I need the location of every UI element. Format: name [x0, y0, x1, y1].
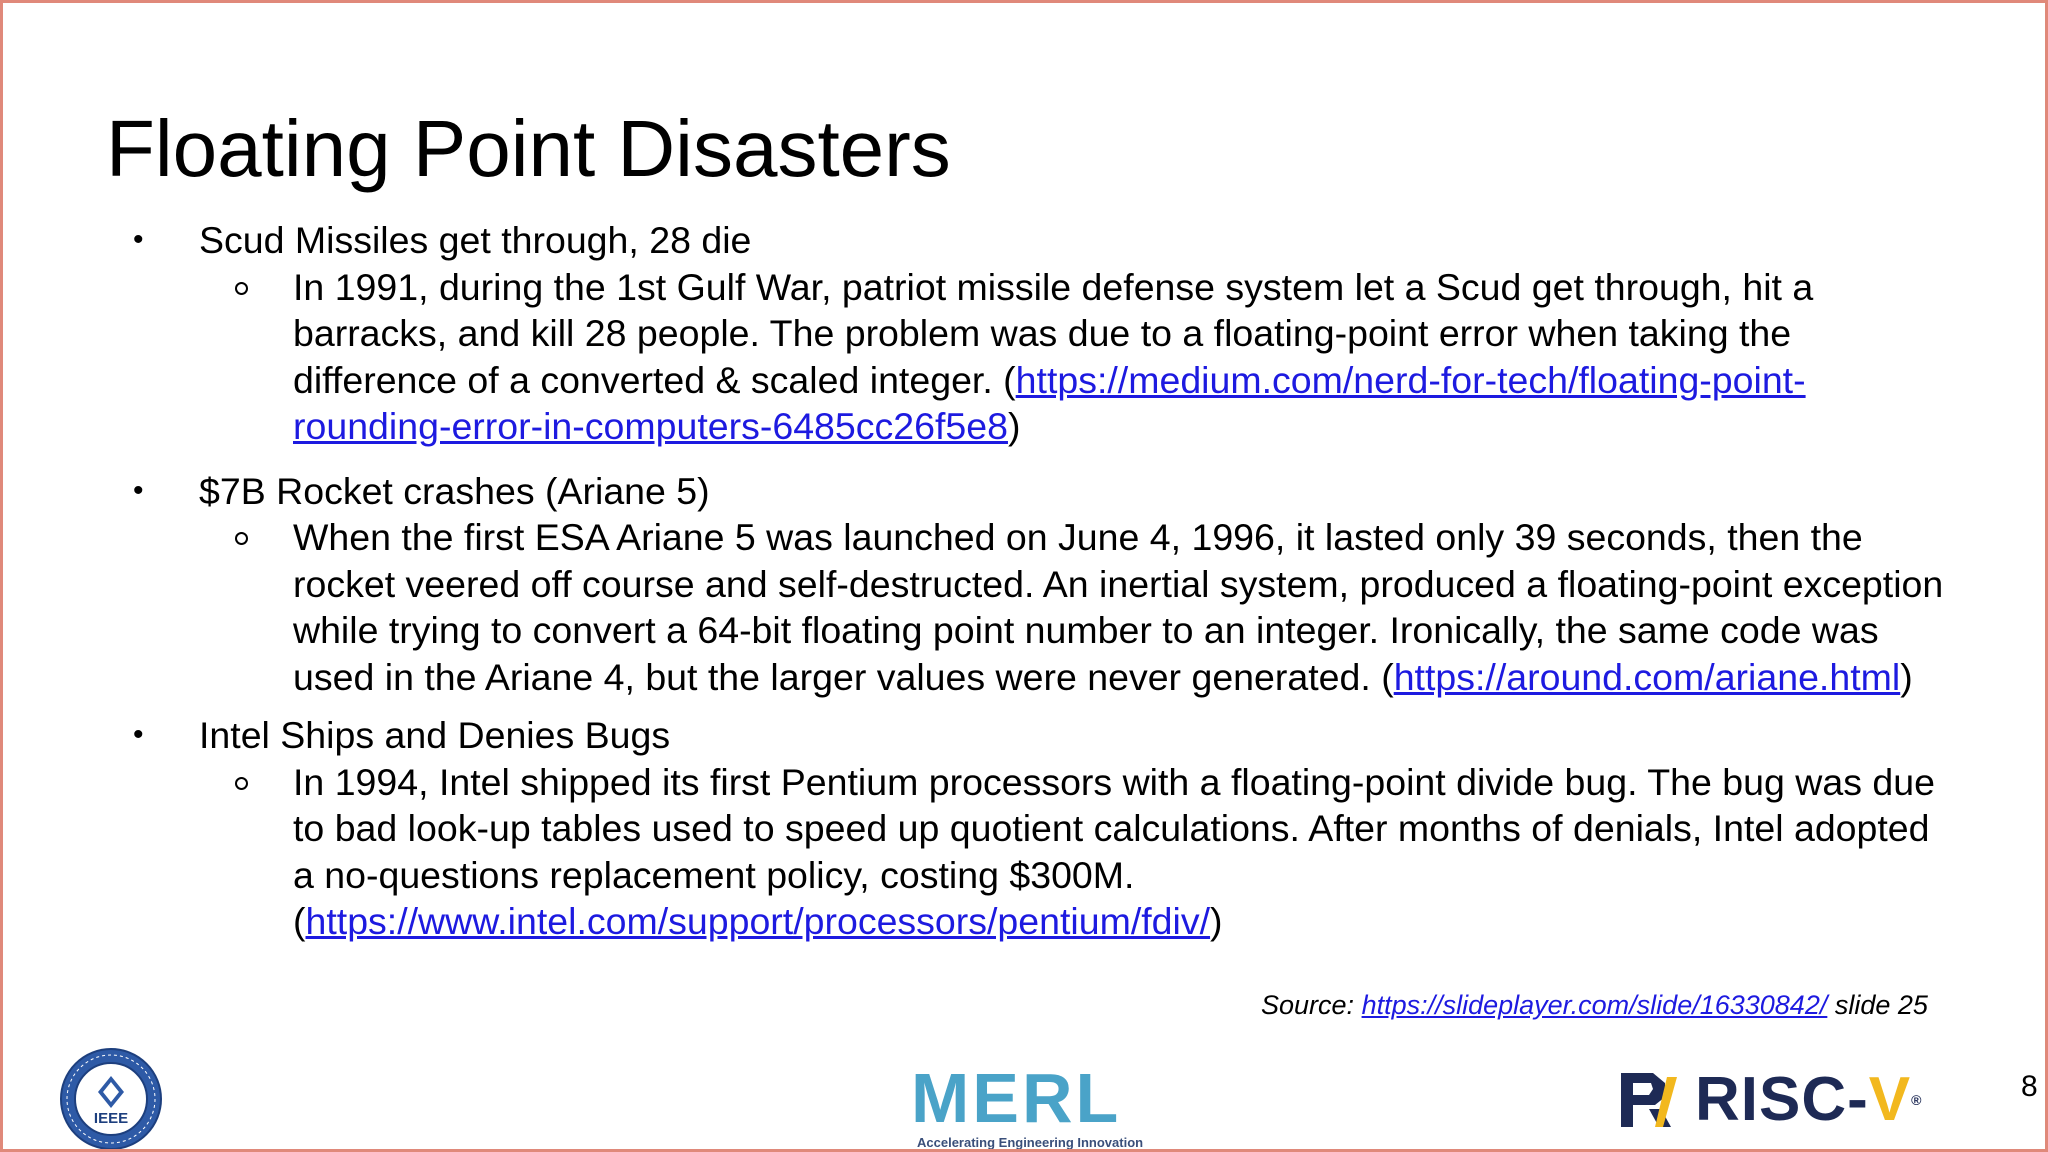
sub-bullet-container [133, 514, 1953, 700]
intel-source-link[interactable]: https://www.intel.com/support/processors/pentium/fdiv/ [305, 900, 1211, 942]
closing-paren: ) [1007, 405, 1021, 447]
closing-paren: ) [1900, 655, 1913, 698]
page-number: 8 [2021, 1070, 2038, 1103]
bullet-item-ariane [133, 468, 1953, 515]
bullet-heading: $7B Rocket crashes (Ariane 5) [199, 469, 710, 512]
circle-bullet-icon [235, 777, 248, 790]
scud-source-link[interactable]: https://medium.com/nerd-for-tech/floating-point-rounding-error-in-computers-6485cc26f5e8 [293, 358, 1806, 447]
sub-bullet-text: In 1994, Intel shipped its first Pentium processors with a floating-point divide bug. The bug was due to bad look-up tables used to speed up quotient calculations. After months of denials, Intel adopted a no-questions replacement policy, costing $300M. ( [293, 760, 1935, 942]
ieee-seal-icon [58, 1046, 164, 1152]
sub-bullet-ariane [199, 514, 1953, 700]
source-prefix: Source: [1261, 990, 1362, 1020]
merl-logo [911, 1059, 1147, 1152]
source-citation [1261, 988, 1928, 1022]
sub-bullet-intel [199, 759, 1953, 945]
sub-bullet-text: When the first ESA Ariane 5 was launched on June 4, 1996, it lasted only 39 seconds, then the rocket veered off course and self-destructed. An inertial system, produced a floating-point exception while trying to convert a 64-bit floating point number to an integer. Ironically, the same code was used in the Ariane 4, but the larger values were never generated. ( [293, 516, 1944, 698]
riscv-wordmark: RISC-V® [1695, 1065, 1923, 1134]
sub-bullet-container [133, 264, 1953, 450]
bullet-heading: Intel Ships and Denies Bugs [199, 714, 671, 756]
bullet-list [133, 217, 1953, 945]
source-suffix: slide 25 [1827, 990, 1928, 1020]
bullet-heading: Scud Missiles get through, 28 die [199, 219, 752, 261]
closing-paren: ) [1210, 900, 1223, 942]
ieee-student-branch-logo [58, 1046, 164, 1152]
riscv-mark-icon [1619, 1069, 1679, 1131]
merl-wordmark: MERL [911, 1059, 1122, 1137]
sub-bullet-scud [199, 264, 1953, 450]
merl-tagline: Accelerating Engineering Innovation [917, 1135, 1144, 1150]
sub-bullet-container [133, 759, 1953, 945]
svg-text:IEEE: IEEE [93, 1110, 129, 1127]
circle-bullet-icon [235, 282, 248, 295]
source-link[interactable]: https://slideplayer.com/slide/16330842/ [1361, 990, 1828, 1020]
ariane-source-link[interactable]: https://around.com/ariane.html [1393, 655, 1901, 698]
sub-bullet-text: In 1991, during the 1st Gulf War, patriot missile defense system let a Scud get through, hit a barracks, and kill 28 people. The problem was due to a floating-point error when taking the difference of a converted & scaled integer. ( [293, 265, 1814, 401]
bullet-item-intel [133, 712, 1953, 759]
circle-bullet-icon [235, 532, 248, 545]
bullet-dot-icon: • [133, 223, 144, 256]
riscv-logo [1619, 1065, 1964, 1134]
bullet-dot-icon: • [133, 718, 144, 751]
bullet-item-scud [133, 217, 1953, 264]
bullet-dot-icon: • [133, 473, 144, 507]
slide-title: Floating Point Disasters [106, 104, 951, 193]
